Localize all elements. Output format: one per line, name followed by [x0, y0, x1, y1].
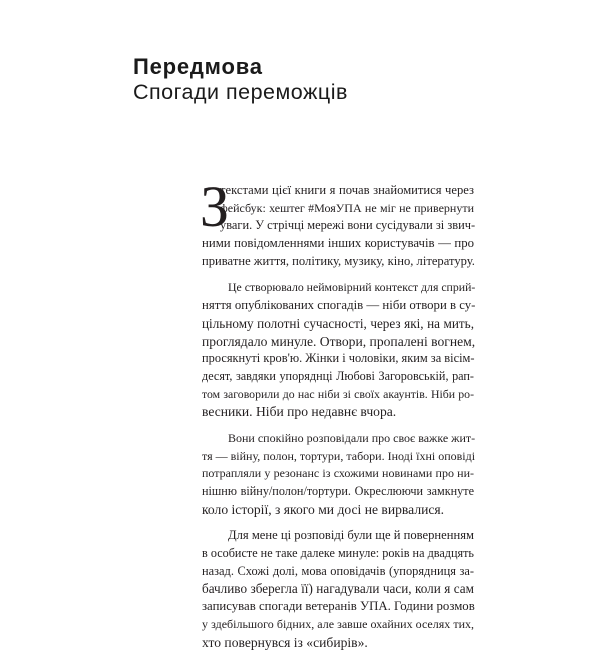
text-line: записував спогади ветеранів УПА. Години розмов [202, 598, 474, 616]
paragraph-gap [202, 518, 474, 527]
text-line: уваги. У стрічці мережі вони сусідували зі звич- [202, 217, 474, 235]
paragraph-gap [202, 270, 474, 279]
paragraph-1 [202, 182, 474, 270]
text-line: просякнуті кров'ю. Жінки і чоловіки, яким за вісім- [202, 350, 474, 368]
text-line: том заговорили до нас ніби зі своїх акаунтів. Ніби ро- [202, 386, 474, 404]
text-line: в особисте не таке далеке минуле: років на двадцять [202, 545, 474, 563]
text-line: бачливо зберегла її) нагадували часи, коли я сам [202, 580, 474, 598]
text-line: коло історії, з якого ми досі не вирвалися. [202, 501, 474, 519]
text-line: нішню війну/полон/тортури. Окреслюючи замкнуте [202, 483, 474, 501]
text-line: приватне життя, політику, музику, кіно, літературу. [202, 253, 474, 271]
chapter-body [202, 182, 474, 651]
text-line: десят, завдяки упоряднці Любові Загоровській, рап- [202, 368, 474, 386]
paragraph-3 [202, 430, 474, 518]
text-line: цільному полотні сучасності, через які, на мить, [202, 315, 474, 333]
chapter-subtitle: Спогади переможців [133, 79, 348, 105]
drop-cap: З [200, 181, 229, 233]
paragraph-gap [202, 421, 474, 430]
text-line: у здебільшого бідних, але завше охайних оселях тих, [202, 616, 474, 634]
text-line: фейсбук: хештег #МояУПА не міг не привернути [202, 200, 474, 218]
text-line: Це створювало неймовірний контекст для сприй- [202, 279, 474, 297]
chapter-title: Передмова [133, 54, 263, 80]
text-line: хто повернувся із «сибирів». [202, 634, 474, 651]
paragraph-2 [202, 279, 474, 421]
text-line: тя — війну, полон, тортури, табори. Іноді їхні оповіді [202, 448, 474, 466]
text-line: няття опублікованих спогадів — ніби отвори в су- [202, 297, 474, 315]
text-line: проглядало минуле. Отвори, пропалені вогнем, [202, 333, 474, 351]
text-line: ними повідомленнями інших користувачів — про [202, 235, 474, 253]
text-line: Для мене ці розповіді були ще й поверненням [202, 527, 474, 545]
text-line: назад. Схожі долі, мова оповідачів (упорядниця за- [202, 563, 474, 581]
paragraph-4 [202, 527, 474, 651]
text-line: текстами цієї книги я почав знайомитися через [202, 182, 474, 200]
text-line: весники. Ніби про недавнє вчора. [202, 403, 474, 421]
text-line: потрапляли у резонанс із схожими новинами про ни- [202, 465, 474, 483]
text-line: Вони спокійно розповідали про своє важке жит- [202, 430, 474, 448]
